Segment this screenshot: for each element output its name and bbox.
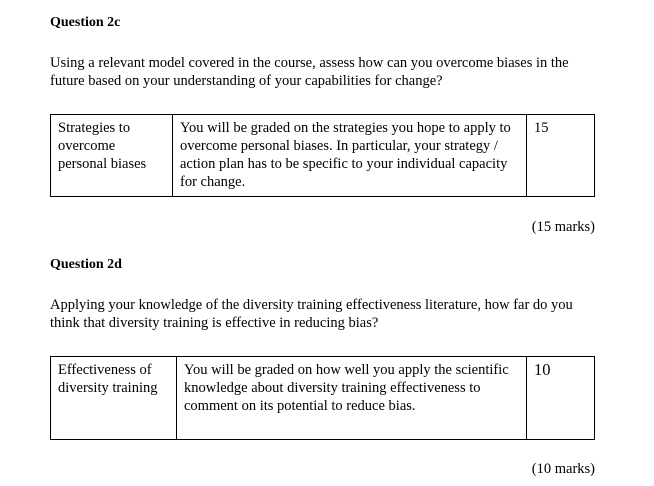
question-2c-prompt: Using a relevant model covered in the course, assess how can you overcome biases in the future based on your understanding of your capabilities for change? [50, 55, 569, 89]
question-2c-rubric-table [50, 114, 595, 197]
question-2c-marks: (15 marks) [531, 219, 595, 235]
rubric-criterion: Strategies to overcome personal biases [51, 115, 173, 197]
question-2d-prompt: Applying your knowledge of the diversity training effectiveness literature, how far do you think that diversity training is effective in reducing bias? [50, 297, 573, 331]
question-2d-marks: (10 marks) [531, 461, 595, 477]
question-2d-rubric-table [50, 356, 595, 440]
rubric-weight: 10 [527, 357, 595, 440]
rubric-description: You will be graded on how well you apply the scientific knowledge about diversity training effectiveness to comment on its potential to reduce bias. [177, 357, 527, 440]
question-2d-heading: Question 2d [50, 257, 122, 272]
rubric-description: You will be graded on the strategies you hope to apply to overcome personal biases. In particular, your strategy / action plan has to be specific to your individual capacity for change. [173, 115, 527, 197]
table-row [51, 357, 595, 440]
rubric-weight: 15 [527, 115, 595, 197]
table-row [51, 115, 595, 197]
question-2c-heading: Question 2c [50, 15, 121, 30]
rubric-criterion: Effectiveness of diversity training [51, 357, 177, 440]
